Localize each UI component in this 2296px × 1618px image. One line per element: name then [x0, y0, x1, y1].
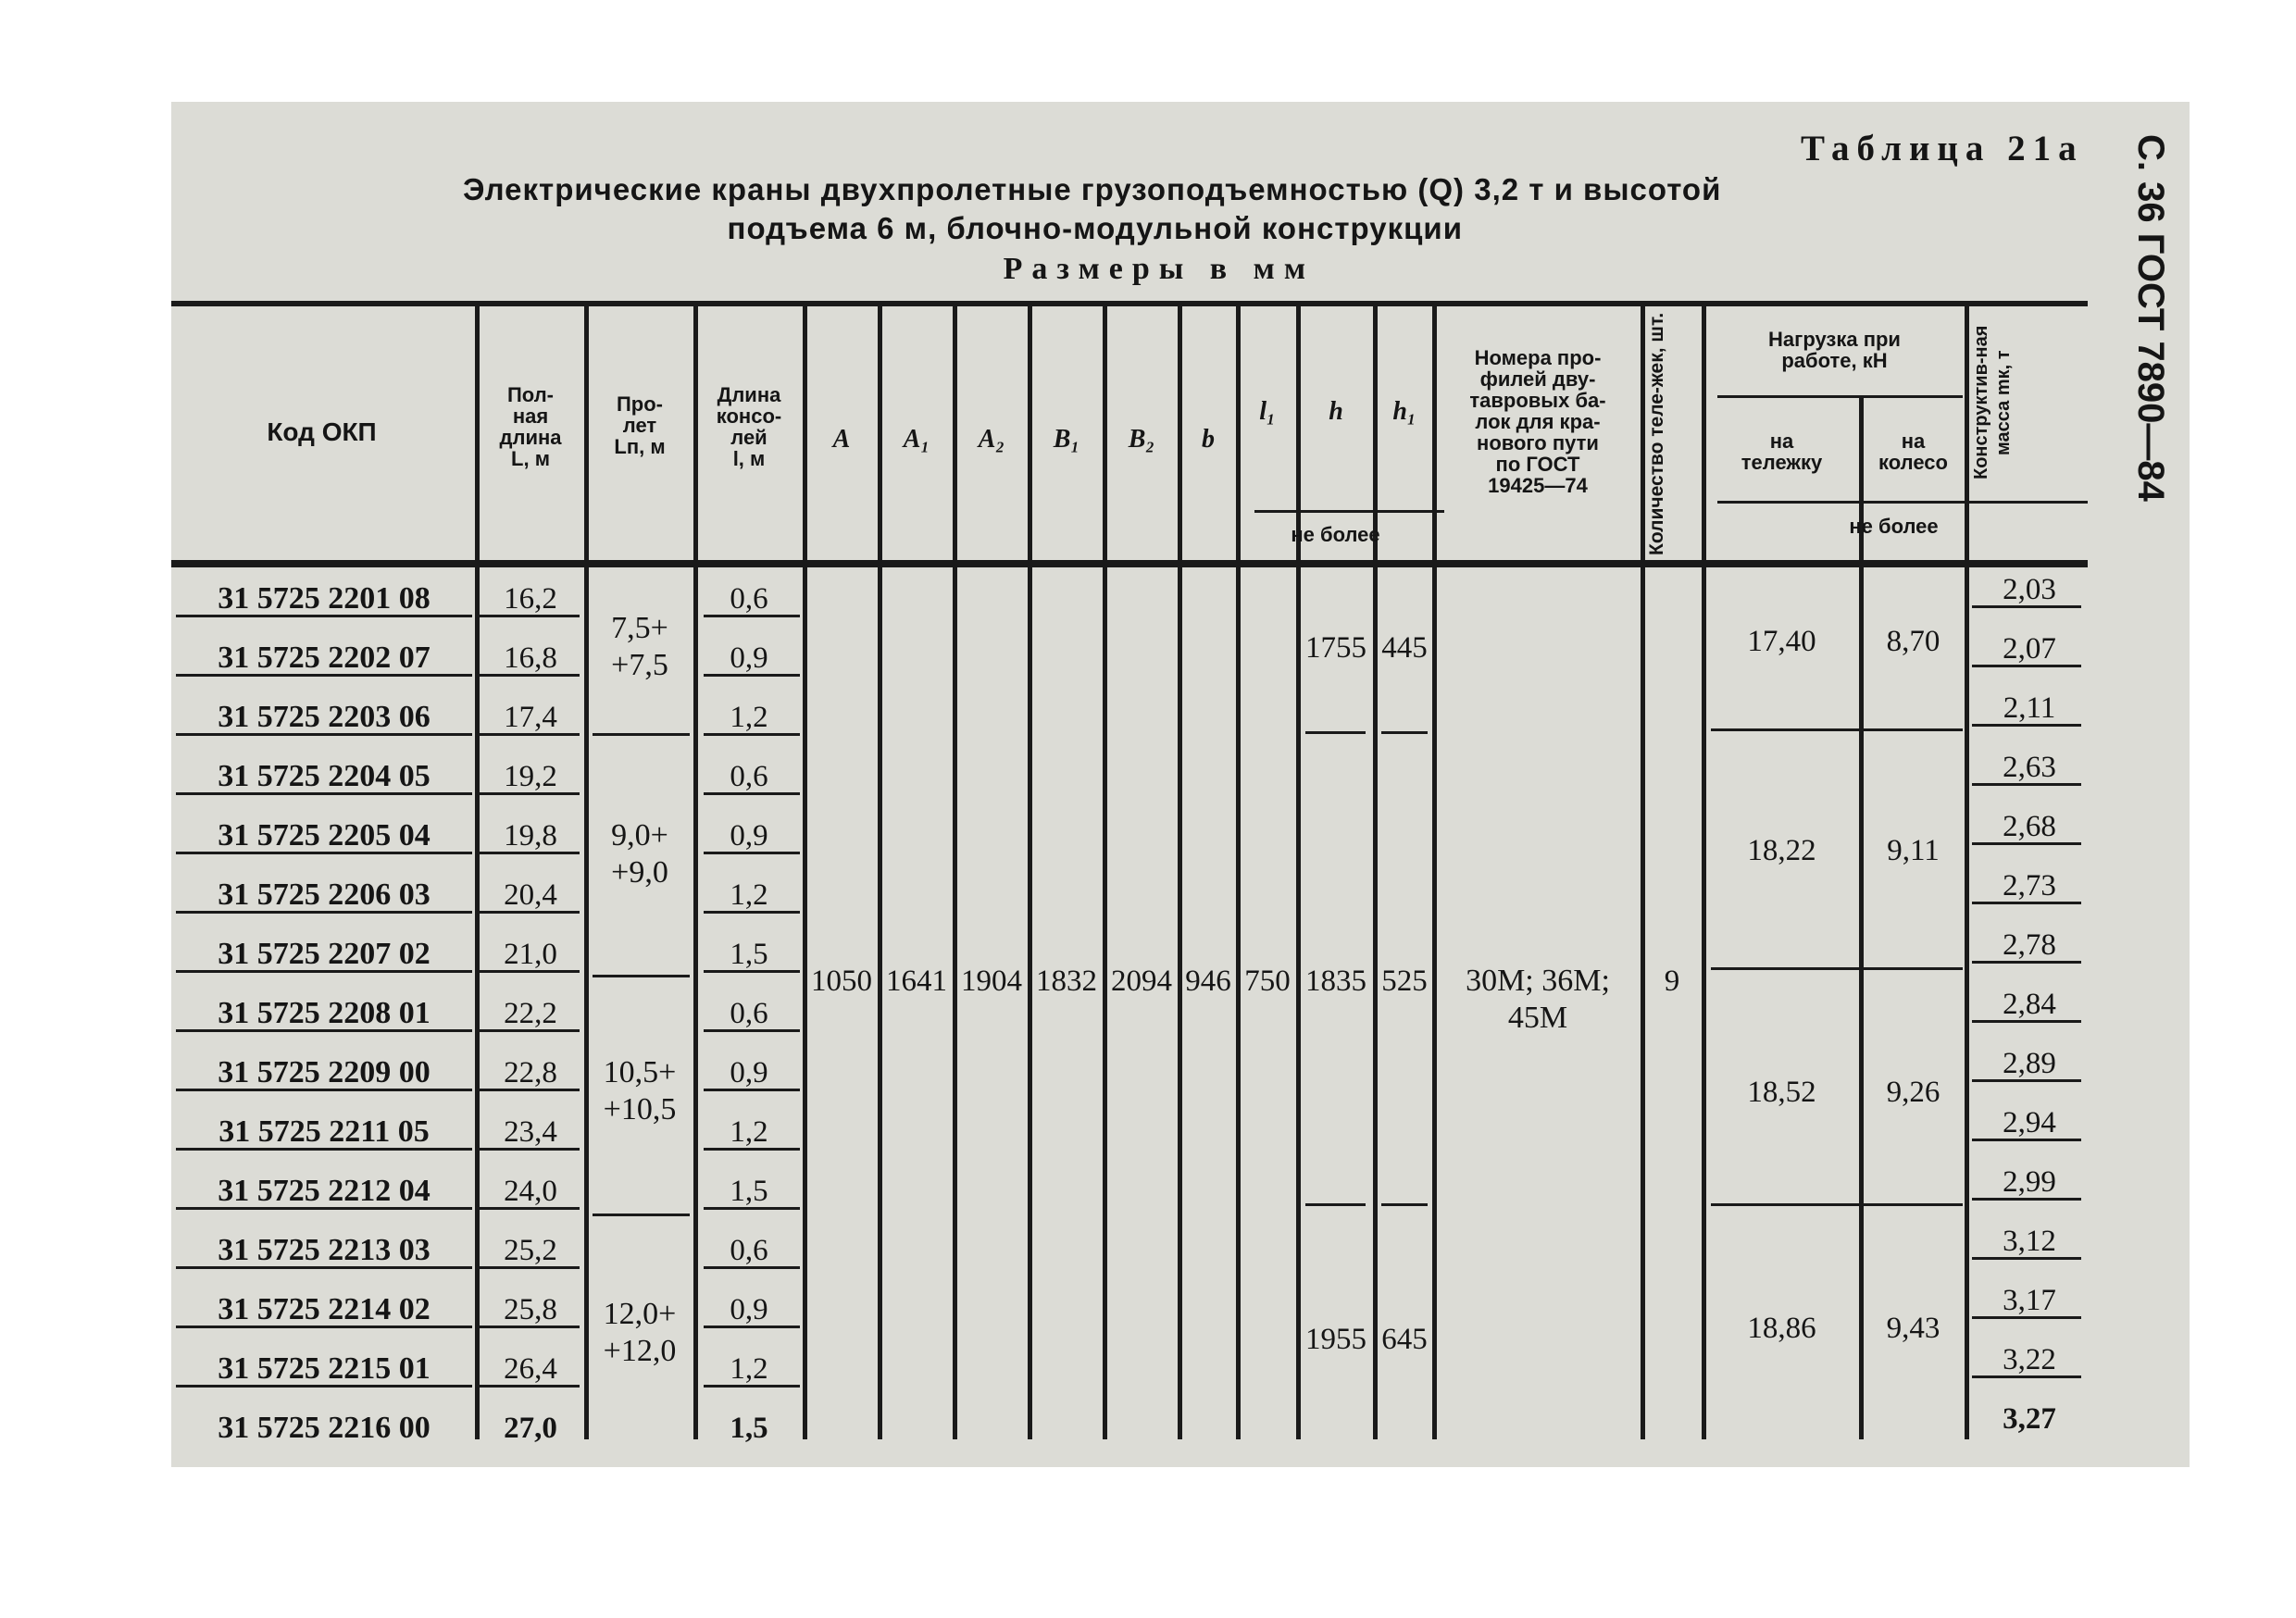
span-group-divider: [593, 733, 690, 736]
console-length: 0,6: [730, 582, 768, 616]
col-divider: [693, 305, 698, 1439]
okp-code: 31 5725 2204 05: [218, 759, 430, 793]
full-length: 16,8: [504, 641, 557, 675]
span-group-1: 7,5+ +7,5: [611, 611, 668, 682]
mass: 3,27: [2003, 1402, 2056, 1436]
mass: 3,12: [2003, 1225, 2056, 1258]
mass: 2,94: [2003, 1106, 2056, 1139]
full-length: 25,8: [504, 1293, 557, 1326]
h-group-divider: [1305, 1203, 1366, 1206]
okp-code: 31 5725 2213 03: [218, 1233, 430, 1267]
console-length: 1,5: [730, 938, 768, 971]
console-length: 0,9: [730, 1293, 768, 1326]
mass: 2,07: [2003, 632, 2056, 666]
span-group-divider: [593, 975, 690, 977]
header-A2: A₂: [978, 425, 1005, 454]
load-trolley-3: 18,52: [1747, 1076, 1816, 1109]
full-length: 20,4: [504, 878, 557, 912]
col-divider: [1103, 305, 1107, 1439]
load-group-divider: [1711, 967, 1963, 970]
full-length: 25,2: [504, 1234, 557, 1267]
full-length: 19,8: [504, 819, 557, 853]
console-length: 1,2: [730, 701, 768, 734]
col-divider: [1702, 305, 1706, 1439]
full-length: 17,4: [504, 701, 557, 734]
load-trolley-1: 17,40: [1747, 625, 1816, 658]
full-length: 16,2: [504, 582, 557, 616]
header-profile-numbers: Номера про- филей дву- тавровых ба- лок для кра- нового пути по ГОСТ 19425—74: [1469, 346, 1606, 497]
load-group-divider: [1711, 728, 1963, 731]
header-full-length: Пол- ная длина L, м: [499, 383, 562, 470]
full-length: 24,0: [504, 1175, 557, 1208]
h-group-2: 1835: [1305, 965, 1366, 998]
okp-code: 31 5725 2214 02: [218, 1292, 430, 1326]
console-length: 1,2: [730, 878, 768, 912]
header-B2: B₂: [1128, 425, 1155, 454]
load-wheel-4: 9,43: [1886, 1312, 1940, 1345]
header-load-no-more: не более: [1849, 515, 1939, 538]
value-B1: 1832: [1036, 965, 1097, 998]
load-wheel-2: 9,11: [1887, 834, 1940, 867]
header-no-more: не более: [1291, 523, 1380, 546]
full-length: 19,2: [504, 760, 557, 793]
okp-code: 31 5725 2209 00: [218, 1055, 430, 1089]
okp-code: 31 5725 2205 04: [218, 818, 430, 853]
header-code: Код ОКП: [267, 417, 377, 446]
console-length: 1,2: [730, 1352, 768, 1386]
mass: 2,73: [2003, 869, 2056, 902]
span-group-divider: [593, 1214, 690, 1216]
header-per-trolley: на тележку: [1741, 429, 1823, 474]
span-group-3: 10,5+ +10,5: [603, 1055, 677, 1126]
header-bottom-border: [171, 560, 2088, 567]
mass: 2,89: [2003, 1047, 2056, 1080]
h1-group-3: 645: [1381, 1323, 1428, 1356]
mass: 2,84: [2003, 988, 2056, 1021]
okp-code: 31 5725 2208 01: [218, 996, 430, 1030]
span-group-2: 9,0+ +9,0: [611, 818, 668, 890]
table-label: Таблица 21а: [1801, 129, 2084, 168]
col-divider: [1296, 305, 1301, 1439]
console-length: 0,9: [730, 819, 768, 853]
value-A2: 1904: [961, 965, 1022, 998]
col-divider: [1178, 305, 1182, 1439]
header-per-wheel: на колесо: [1878, 429, 1948, 474]
okp-code: 31 5725 2216 00: [218, 1411, 430, 1445]
console-length: 0,6: [730, 760, 768, 793]
mass: 2,03: [2003, 573, 2056, 606]
value-profiles: 30М; 36М; 45М: [1466, 964, 1610, 1035]
header-A: A: [832, 425, 851, 454]
col-divider: [878, 305, 882, 1439]
full-length: 22,2: [504, 997, 557, 1030]
header-load: Нагрузка при работе, кН: [1768, 328, 1901, 372]
h-group-divider: [1305, 731, 1366, 734]
okp-code: 31 5725 2215 01: [218, 1351, 430, 1386]
okp-code: 31 5725 2203 06: [218, 700, 430, 734]
header-l1: l₁: [1259, 397, 1276, 426]
value-A: 1050: [811, 965, 872, 998]
col-divider: [1641, 305, 1645, 1439]
h1-group-2: 525: [1381, 965, 1428, 998]
value-A1: 1641: [886, 965, 947, 998]
load-wheel-1: 8,70: [1886, 625, 1940, 658]
col-divider: [1236, 305, 1241, 1439]
full-length: 27,0: [504, 1412, 557, 1445]
header-h: h: [1329, 397, 1343, 426]
load-group-divider: [1711, 1203, 1963, 1206]
mass: 2,68: [2003, 810, 2056, 843]
okp-code: 31 5725 2211 05: [218, 1114, 430, 1149]
header-B1: B₁: [1053, 425, 1080, 454]
col-divider: [475, 305, 480, 1439]
okp-code: 31 5725 2206 03: [218, 877, 430, 912]
no-more-rule-2: [1717, 501, 2088, 504]
h-group-divider: [1381, 1203, 1428, 1206]
full-length: 23,4: [504, 1115, 557, 1149]
value-trolley-count: 9: [1664, 965, 1680, 998]
mass: 2,63: [2003, 751, 2056, 784]
console-length: 0,6: [730, 1234, 768, 1267]
mass: 2,78: [2003, 928, 2056, 962]
mass: 3,22: [2003, 1343, 2056, 1376]
mass: 2,11: [2003, 691, 2056, 725]
span-group-4: 12,0+ +12,0: [603, 1297, 677, 1368]
okp-code: 31 5725 2202 07: [218, 641, 430, 675]
header-b: b: [1202, 425, 1215, 454]
load-trolley-4: 18,86: [1747, 1312, 1816, 1345]
value-B2: 2094: [1111, 965, 1172, 998]
console-length: 0,9: [730, 641, 768, 675]
load-subheader-rule: [1717, 395, 1963, 398]
value-l1: 750: [1244, 965, 1291, 998]
console-length: 1,5: [730, 1412, 768, 1445]
okp-code: 31 5725 2212 04: [218, 1174, 430, 1208]
value-b: 946: [1185, 965, 1231, 998]
okp-code: 31 5725 2207 02: [218, 937, 430, 971]
h-group-1: 1755: [1305, 631, 1366, 665]
full-length: 21,0: [504, 938, 557, 971]
mass: 2,99: [2003, 1165, 2056, 1199]
table-title-line-2: подъема 6 м, блочно-модульной конструкции: [727, 211, 1463, 245]
console-length: 1,2: [730, 1115, 768, 1149]
console-length: 0,9: [730, 1056, 768, 1089]
mass: 3,17: [2003, 1284, 2056, 1317]
h-group-divider: [1381, 731, 1428, 734]
header-mass: Конструктив-ная масса mк, т: [1971, 325, 2014, 480]
table-title-line-1: Электрические краны двухпролетные грузоподъемностью (Q) 3,2 т и высотой: [463, 172, 1722, 206]
col-divider: [1373, 305, 1378, 1439]
console-length: 1,5: [730, 1175, 768, 1208]
h1-group-1: 445: [1381, 631, 1428, 665]
header-A1: A₁: [903, 425, 930, 454]
top-border: [171, 301, 2088, 306]
header-span: Про- лет Lп, м: [614, 392, 666, 458]
load-trolley-2: 18,22: [1747, 834, 1816, 867]
col-divider: [1028, 305, 1032, 1439]
full-length: 22,8: [504, 1056, 557, 1089]
full-length: 26,4: [504, 1352, 557, 1386]
console-length: 0,6: [730, 997, 768, 1030]
header-trolley-count: Количество теле-жек, шт.: [1646, 312, 1667, 555]
header-h1: h₁: [1392, 397, 1416, 426]
load-wheel-3: 9,26: [1886, 1076, 1940, 1109]
units-note: Размеры в мм: [1003, 252, 1315, 286]
col-divider: [1859, 398, 1864, 1439]
header-console-length: Длина консо- лей l, м: [716, 383, 782, 470]
no-more-rule-1: [1254, 510, 1444, 513]
col-divider: [953, 305, 957, 1439]
okp-code: 31 5725 2201 08: [218, 581, 430, 616]
h-group-3: 1955: [1305, 1323, 1366, 1356]
page-reference: С. 36 ГОСТ 7890—84: [2130, 134, 2171, 502]
col-divider: [803, 305, 807, 1439]
